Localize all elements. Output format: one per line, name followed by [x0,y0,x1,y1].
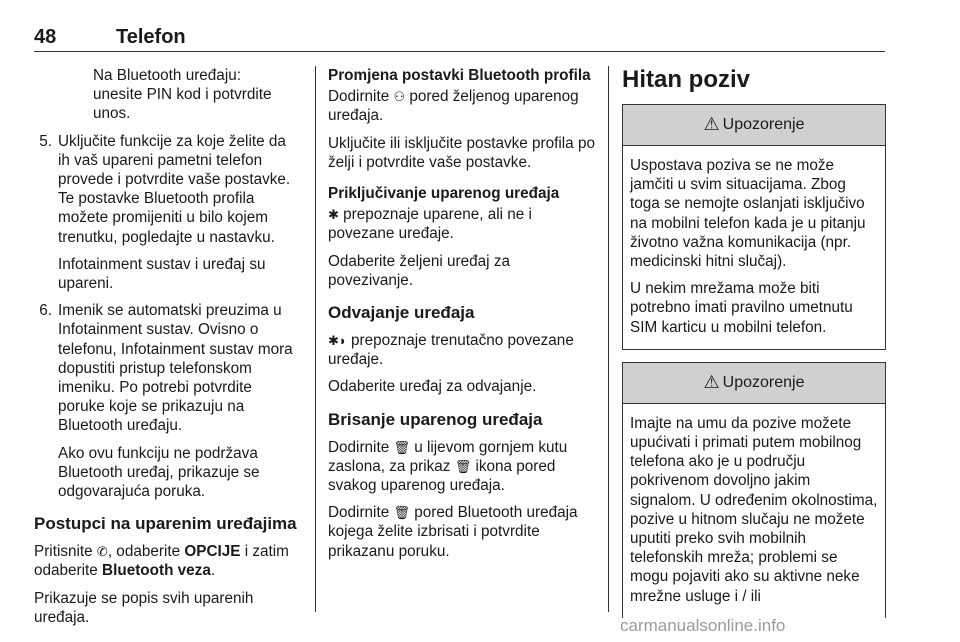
text-run: Dodirnite [328,88,394,106]
header-divider [34,51,885,52]
text-run: Dodirnite [328,504,394,522]
step-5 [34,132,302,294]
trash-icon: 🗑 [393,439,410,455]
paragraph [34,542,302,580]
warning-text: U nekim mrežama može biti potrebno imati pravilno umetnutu SIM karticu u mobilni telefon. [630,280,853,336]
warning-title: Upozorenje [722,116,805,134]
step-text: Imenik se automatski preuzima u Infotainment sustav. Ovisno o telefonu, Infotainment sustav mora dopustiti pristup telefonskom imeniku. Po potrebi potvrdite poruke koje se prikazuju na Bluetooth uređaju. [58,302,293,435]
menu-option-label: OPCIJE [184,543,241,561]
bluetooth-connected-icon: ✱◗ [328,333,347,349]
text-run: pored željenog uparenog uređaja. [328,88,579,125]
text-run: Pritisnite [34,543,97,561]
paragraph: Odaberite željeni uređaj za povezivanje. [328,252,510,289]
step-text: Uključite funkcije za koje želite da ih vaš upareni pametni telefon provede i potvrdite vaše postavke. Te postavke Bluetooth profila možete promijeniti u bilo kojem trenutku, pogledajte u nastavku. [58,132,291,246]
step-number: 6. [39,302,52,320]
warning-title: Upozorenje [722,374,805,392]
subheading: Promjena postavki Bluetooth profila [328,67,591,84]
text-run: prepoznaje uparene, ali ne i povezane uređaje. [328,206,532,243]
bluetooth-icon: ✱ [328,207,339,223]
step-text: Ako ovu funkciju ne podržava Bluetooth uređaj, prikazuje se odgovarajuća poruka. [58,444,260,501]
section-heading: Brisanje uparenog uređaja [328,409,543,429]
paragraph [328,438,596,496]
column-right [622,66,886,630]
warning-box [622,104,886,350]
warning-text: Uspostava poziva se ne može jamčiti u svim situacijama. Zbog toga se nemojte oslanjati isključivo na mobilni telefon kada je u pitanju životno važna komunikacija (npr. medicinski hitni slučaj). [630,157,866,271]
page-header [34,26,884,52]
paragraph [328,503,596,561]
step-6 [34,301,302,501]
warning-icon: ⚠ [703,114,720,135]
menu-option-label: Bluetooth veza [102,562,211,580]
text-run: . [210,562,216,580]
warning-box [622,362,886,618]
paragraph [328,205,596,243]
column-divider-1 [315,66,316,612]
paragraph [328,87,596,125]
subheading: Priključivanje uparenog uređaja [328,185,560,203]
text-run: ikona pored svakog uparenog uređaja. [328,457,556,495]
intro-text [34,66,302,124]
warning-body [623,146,885,349]
text-run: pored Bluetooth uređaja kojega želite izbrisati i potvrdite prikazanu poruku. [328,504,578,560]
phone-icon: ✆ [96,544,108,560]
column-middle [328,66,596,569]
profile-settings-icon: ⚇ [393,89,406,105]
step-number: 5. [39,132,52,150]
text-run: , odaberite [107,543,185,561]
text-run: Dodirnite [328,438,394,456]
page-number: 48 [34,26,57,48]
text-run: u lijevom gornjem kutu zaslona, za prikaz [328,438,568,475]
column-divider-2 [608,66,609,612]
text-run: i zatim odaberite [34,543,289,580]
paragraph [328,331,596,369]
warning-icon: ⚠ [703,372,720,393]
paragraph: Odaberite uređaj za odvajanje. [328,378,537,396]
trash-icon: 🗑 [393,505,410,521]
warning-header [623,363,885,404]
column-left [34,66,302,635]
text-run: prepoznaje trenutačno povezane uređaje. [328,332,574,369]
warning-body [623,404,885,618]
intro-line: unos. [93,105,131,123]
trash-icon: 🗑 [454,458,472,474]
paragraph: Uključite ili isključite postavke profila po želji i potvrdite vaše postavke. [328,134,595,171]
intro-line: Na Bluetooth uređaju: [93,67,241,84]
section-heading: Odvajanje uređaja [328,303,475,323]
watermark: carmanualsonline.info [620,616,786,635]
section-heading: Postupci na uparenim uređajima [34,514,297,534]
warning-text: Imajte na umu da pozive možete upućivati i primati putem mobilnog telefona ako je u području pokrivenom dovoljno jakim signalom. U određenim okolnostima, pozive u hitnom slučaju ne možete uputiti preko svih mobilnih telefonskih mreža; problemi se mogu pojaviti ako su aktivne neke mrežne usluge i / ili [630,414,878,605]
intro-line: unesite PIN kod i potvrdite [93,86,272,104]
paragraph: Prikazuje se popis svih uparenih uređaja. [34,589,254,626]
section-title: Hitan poziv [622,66,751,93]
page-title: Telefon [116,26,186,48]
step-text: Infotainment sustav i uređaj su upareni. [58,255,266,293]
warning-header [623,105,885,146]
